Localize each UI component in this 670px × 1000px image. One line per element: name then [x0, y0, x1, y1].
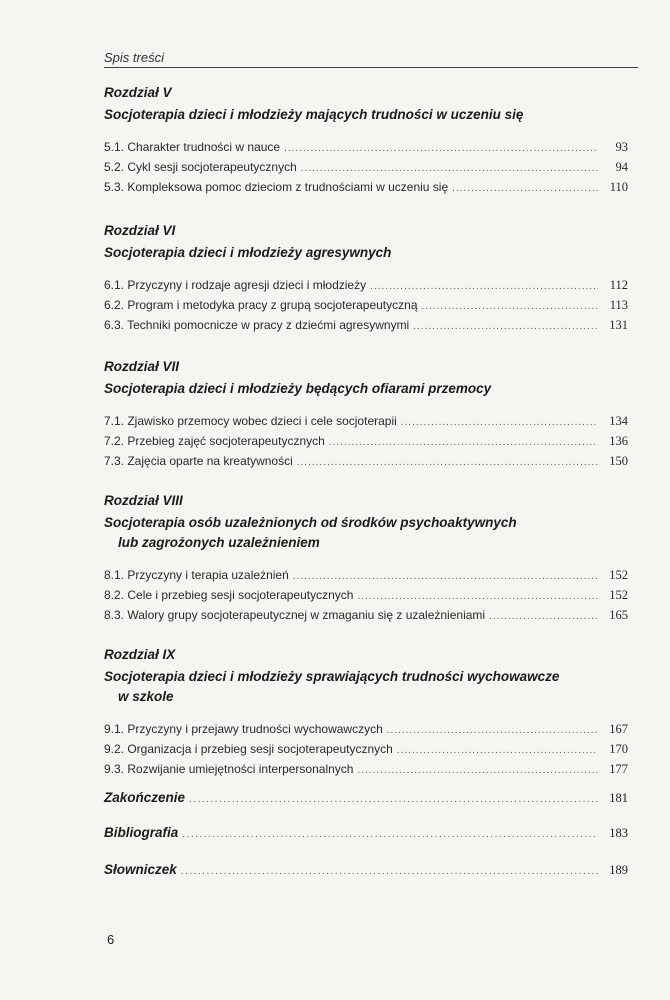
- toc-entry-bibliografia[interactable]: [104, 825, 628, 841]
- toc-entry-label: 7.2. Przebieg zajęć socjoterapeutycznych: [104, 434, 325, 448]
- chapter-title-line: Socjoterapia dzieci i młodzieży będących ofiarami przemocy: [104, 381, 492, 396]
- chapter-title: [104, 105, 628, 125]
- toc-entry[interactable]: [104, 606, 628, 626]
- toc-entry-page: 167: [609, 722, 628, 736]
- chapter-number: Rozdział VII: [104, 359, 180, 374]
- toc-list: [104, 276, 628, 336]
- toc-entry-label: 8.1. Przyczyny i terapia uzależnień: [104, 568, 289, 582]
- chapter-number: Rozdział VIII: [104, 493, 183, 508]
- dot-leader: [293, 568, 598, 586]
- toc-entry-page: 112: [609, 278, 628, 292]
- toc-entry-label: 9.2. Organizacja i przebieg sesji socjoterapeutycznych: [104, 742, 393, 756]
- end-section-label: Bibliografia: [104, 825, 179, 840]
- dot-leader: [422, 298, 599, 316]
- chapter-number: Rozdział V: [104, 85, 172, 100]
- toc-entry-label: 6.3. Techniki pomocnicze w pracy z dziećmi agresywnymi: [104, 318, 410, 332]
- toc-list: [104, 138, 628, 198]
- toc-entry-page: 152: [609, 588, 628, 602]
- toc-entry-page: 113: [609, 298, 628, 312]
- toc-entry-page: 177: [609, 762, 628, 776]
- toc-entry-label: 9.3. Rozwijanie umiejętności interpersonalnych: [104, 762, 354, 776]
- chapter-title: [104, 513, 628, 553]
- chapter-title: [104, 379, 628, 399]
- toc-entry-page: 134: [609, 414, 628, 428]
- chapter-number: Rozdział VI: [104, 223, 176, 238]
- dot-leader: [387, 722, 598, 740]
- dot-leader: [181, 866, 598, 877]
- toc-entry-label: 8.2. Cele i przebieg sesji socjoterapeutycznych: [104, 588, 354, 602]
- dot-leader: [189, 794, 598, 805]
- toc-entry-page: 136: [609, 434, 628, 448]
- toc-list: [104, 566, 628, 626]
- toc-entry[interactable]: [104, 158, 628, 178]
- dot-leader: [297, 454, 598, 472]
- chapter-title: [104, 243, 628, 263]
- dot-leader: [284, 140, 598, 158]
- toc-entry-page: 152: [609, 568, 628, 582]
- toc-entry[interactable]: [104, 412, 628, 432]
- toc-entry-label: 7.1. Zjawisko przemocy wobec dzieci i cele socjoterapii: [104, 414, 397, 428]
- chapter-title: [104, 667, 628, 707]
- chapter-title-line: Socjoterapia osób uzależnionych od środków psychoaktywnych: [104, 515, 517, 530]
- toc-entry-label: 5.1. Charakter trudności w nauce: [104, 140, 281, 154]
- chapter-title-line: Socjoterapia dzieci i młodzieży agresywnych: [104, 245, 392, 260]
- toc-entry[interactable]: [104, 740, 628, 760]
- toc-list: [104, 720, 628, 780]
- toc-list: [104, 412, 628, 472]
- toc-entry[interactable]: [104, 276, 628, 296]
- dot-leader: [397, 742, 598, 760]
- toc-entry-label: 6.1. Przyczyny i rodzaje agresji dzieci i młodzieży: [104, 278, 367, 292]
- dot-leader: [489, 608, 598, 626]
- end-section-label: Zakończenie: [104, 790, 186, 805]
- end-section-label: Słowniczek: [104, 862, 177, 877]
- chapter-viii: [104, 492, 628, 626]
- end-section-page: 183: [609, 826, 628, 840]
- chapter-title-line: Socjoterapia dzieci i młodzieży mających trudności w uczeniu się: [104, 107, 524, 122]
- dot-leader: [357, 588, 598, 606]
- dot-leader: [452, 180, 598, 198]
- toc-entry-page: 94: [615, 160, 628, 174]
- toc-entry[interactable]: [104, 138, 628, 158]
- toc-entry[interactable]: [104, 760, 628, 780]
- end-section-page: 181: [609, 791, 628, 805]
- chapter-vi: [104, 222, 628, 336]
- toc-entry-label: 5.2. Cykl sesji socjoterapeutycznych: [104, 160, 297, 174]
- toc-entry-label: 5.3. Kompleksowa pomoc dzieciom z trudnościami w uczeniu się: [104, 180, 449, 194]
- toc-entry-zakonczenie[interactable]: [104, 790, 628, 806]
- chapter-number: Rozdział IX: [104, 647, 176, 662]
- toc-entry[interactable]: [104, 316, 628, 336]
- chapter-vii: [104, 358, 628, 472]
- dot-leader: [401, 414, 598, 432]
- header-divider: [104, 67, 638, 68]
- toc-entry-page: 165: [609, 608, 628, 622]
- dot-leader: [182, 829, 598, 840]
- chapter-title-line: Socjoterapia dzieci i młodzieży sprawiających trudności wychowawcze: [104, 669, 560, 684]
- toc-entry-page: 110: [609, 180, 628, 194]
- chapter-v: [104, 84, 628, 198]
- chapter-ix: [104, 646, 628, 780]
- toc-entry-page: 93: [615, 140, 628, 154]
- toc-entry[interactable]: [104, 452, 628, 472]
- toc-entry-label: 7.3. Zajęcia oparte na kreatywności: [104, 454, 293, 468]
- toc-entry-label: 6.2. Program i metodyka pracy z grupą socjoterapeutyczną: [104, 298, 418, 312]
- toc-entry-page: 150: [609, 454, 628, 468]
- toc-entry-page: 131: [609, 318, 628, 332]
- running-header: Spis treści: [104, 50, 164, 65]
- toc-entry-label: 9.1. Przyczyny i przejawy trudności wychowawczych: [104, 722, 383, 736]
- toc-entry-label: 8.3. Walory grupy socjoterapeutycznej w zmaganiu się z uzależnieniami: [104, 608, 486, 622]
- toc-entry[interactable]: [104, 178, 628, 198]
- toc-entry-page: 170: [609, 742, 628, 756]
- toc-entry[interactable]: [104, 720, 628, 740]
- dot-leader: [357, 762, 598, 780]
- end-section-page: 189: [609, 863, 628, 877]
- chapter-title-line: lub zagrożonych uzależnieniem: [118, 535, 320, 550]
- dot-leader: [329, 434, 598, 452]
- dot-leader: [370, 278, 598, 296]
- dot-leader: [413, 318, 598, 336]
- chapter-title-line: w szkole: [118, 689, 174, 704]
- dot-leader: [301, 160, 598, 178]
- toc-entry[interactable]: [104, 586, 628, 606]
- toc-entry[interactable]: [104, 432, 628, 452]
- page-number: 6: [107, 932, 115, 947]
- toc-entry-slowniczek[interactable]: [104, 862, 628, 878]
- toc-entry[interactable]: [104, 566, 628, 586]
- toc-entry[interactable]: [104, 296, 628, 316]
